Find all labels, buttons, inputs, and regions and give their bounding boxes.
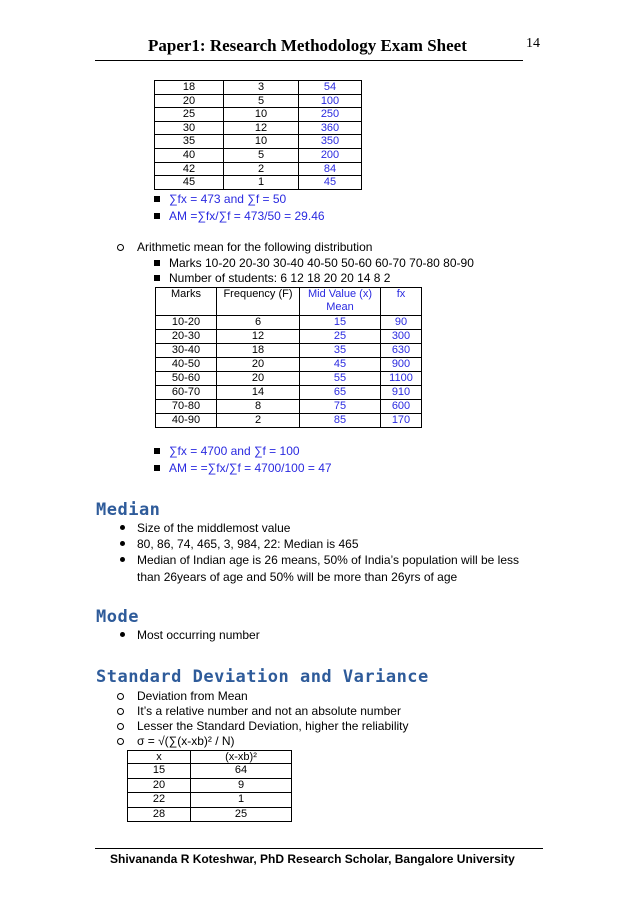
- am-text-2: AM = =∑fx/∑f = 4700/100 = 47: [169, 461, 332, 475]
- dot-bullet-icon: [120, 632, 125, 637]
- sd-table: [127, 750, 292, 822]
- square-bullet-icon: [154, 448, 160, 454]
- sd-formula-text: σ = √(∑(x-xb)² / N): [137, 734, 235, 748]
- table2-cell: 25: [300, 330, 381, 344]
- table2-cell: 18: [217, 344, 300, 358]
- square-bullet-icon: [154, 196, 160, 202]
- table1-row: [155, 162, 362, 176]
- table2-row: [156, 400, 422, 414]
- table1-row: [155, 135, 362, 149]
- table2-cell: 8: [217, 400, 300, 414]
- table1-cell: 5: [224, 148, 299, 162]
- table1-cell: 45: [299, 176, 362, 190]
- sd-bullet-2: [117, 704, 401, 718]
- table2-cell: 14: [217, 386, 300, 400]
- table2-cell: 50-60: [156, 372, 217, 386]
- table2-cell: 90: [381, 316, 422, 330]
- table2-cell: 65: [300, 386, 381, 400]
- median-bullet-2-text: 80, 86, 74, 465, 3, 984, 22: Median is 465: [137, 537, 359, 551]
- sd-table-cell: 20: [128, 778, 191, 793]
- table2-row: [156, 316, 422, 330]
- col-header-frequency: Frequency (F): [217, 288, 300, 316]
- sd-table-cell: 15: [128, 764, 191, 779]
- example2-students-text: Number of students: 6 12 18 20 20 14 8 2: [169, 271, 391, 285]
- table1-cell: 350: [299, 135, 362, 149]
- table2-cell: 6: [217, 316, 300, 330]
- table2-cell: 1100: [381, 372, 422, 386]
- table1-cell: 18: [155, 81, 224, 95]
- example2-title-text: Arithmetic mean for the following distribution: [137, 240, 373, 254]
- table1-row: [155, 148, 362, 162]
- sd-table-cell: 9: [191, 778, 292, 793]
- table2-cell: 55: [300, 372, 381, 386]
- frequency-table-1: [154, 80, 362, 190]
- table1-row: [155, 121, 362, 135]
- table2-row: [156, 386, 422, 400]
- table1-cell: 200: [299, 148, 362, 162]
- dot-bullet-icon: [120, 557, 125, 562]
- sum-line-1: [154, 192, 286, 206]
- table2-cell: 45: [300, 358, 381, 372]
- table2-cell: 30-40: [156, 344, 217, 358]
- table2-cell: 60-70: [156, 386, 217, 400]
- mode-bullet-1-text: Most occurring number: [137, 628, 260, 642]
- table2-cell: 20-30: [156, 330, 217, 344]
- am-line-1: [154, 209, 325, 223]
- table2-cell: 15: [300, 316, 381, 330]
- table2-row: [156, 330, 422, 344]
- table2-cell: 300: [381, 330, 422, 344]
- median-bullet-1-text: Size of the middlemost value: [137, 521, 291, 535]
- sd-table-cell: 28: [128, 807, 191, 822]
- table2-cell: 10-20: [156, 316, 217, 330]
- sd-table-row: [128, 778, 292, 793]
- median-heading: Median: [96, 500, 161, 520]
- example2-students: [154, 271, 390, 285]
- table2-cell: 20: [217, 358, 300, 372]
- table1-row: [155, 81, 362, 95]
- median-bullet-1: [120, 521, 290, 535]
- circle-bullet-icon: [117, 708, 124, 715]
- table1-cell: 10: [224, 108, 299, 122]
- table2-row: [156, 372, 422, 386]
- example2-marks-text: Marks 10-20 20-30 30-40 40-50 50-60 60-70 70-80 80-90: [169, 256, 474, 270]
- table1-cell: 45: [155, 176, 224, 190]
- table1-cell: 42: [155, 162, 224, 176]
- table2-cell: 630: [381, 344, 422, 358]
- sd-table-row: [128, 793, 292, 808]
- table1-cell: 10: [224, 135, 299, 149]
- table1-cell: 12: [224, 121, 299, 135]
- table2-cell: 2: [217, 414, 300, 428]
- page-number: 14: [526, 36, 540, 51]
- table1-cell: 3: [224, 81, 299, 95]
- sd-table-cell: 22: [128, 793, 191, 808]
- median-bullet-3-cont: than 26years of age and 50% will be more than 26yrs of age: [137, 570, 458, 584]
- table2-cell: 85: [300, 414, 381, 428]
- mode-heading: Mode: [96, 607, 139, 627]
- col-header-deviation-squared: (x-xb)²: [191, 751, 292, 764]
- am-line-2: [154, 461, 332, 475]
- table2-cell: 35: [300, 344, 381, 358]
- table2-cell: 70-80: [156, 400, 217, 414]
- footer-rule: [95, 848, 543, 849]
- table2-cell: 910: [381, 386, 422, 400]
- table2-row: [156, 344, 422, 358]
- table2-cell: 12: [217, 330, 300, 344]
- table1-cell: 25: [155, 108, 224, 122]
- table1-cell: 35: [155, 135, 224, 149]
- table1-cell: 2: [224, 162, 299, 176]
- sd-bullet-2-text: It’s a relative number and not an absolute number: [137, 704, 401, 718]
- table1-cell: 30: [155, 121, 224, 135]
- circle-bullet-icon: [117, 244, 124, 251]
- table1-cell: 84: [299, 162, 362, 176]
- median-bullet-2: [120, 537, 359, 551]
- sd-bullet-4: [117, 734, 235, 748]
- table1-cell: 1: [224, 176, 299, 190]
- sum-text-1: ∑fx = 473 and ∑f = 50: [169, 192, 287, 206]
- page-footer: Shivananda R Koteshwar, PhD Research Scholar, Bangalore University: [110, 852, 515, 866]
- frequency-table-2: [155, 287, 422, 428]
- median-bullet-3-text: Median of Indian age is 26 means, 50% of India’s population will be less: [137, 553, 520, 567]
- example2-marks: [154, 256, 474, 270]
- table1-row: [155, 94, 362, 108]
- table2-cell: 40-90: [156, 414, 217, 428]
- sd-table-row: [128, 764, 292, 779]
- square-bullet-icon: [154, 275, 160, 281]
- table1-cell: 100: [299, 94, 362, 108]
- sd-bullet-3: [117, 719, 409, 733]
- sd-table-row: [128, 807, 292, 822]
- table1-cell: 5: [224, 94, 299, 108]
- sum-text-2: ∑fx = 4700 and ∑f = 100: [169, 444, 300, 458]
- table2-cell: 170: [381, 414, 422, 428]
- dot-bullet-icon: [120, 541, 125, 546]
- sd-table-cell: 25: [191, 807, 292, 822]
- sd-table-cell: 64: [191, 764, 292, 779]
- median-bullet-3: [120, 553, 519, 567]
- table1-cell: 20: [155, 94, 224, 108]
- table2-row: [156, 414, 422, 428]
- col-header-x: x: [128, 751, 191, 764]
- sd-bullet-1-text: Deviation from Mean: [137, 689, 248, 703]
- header-rule: [95, 60, 523, 61]
- col-header-mid-value: Mid Value (x) Mean: [300, 288, 381, 316]
- sd-table-cell: 1: [191, 793, 292, 808]
- circle-bullet-icon: [117, 723, 124, 730]
- table2-cell: 600: [381, 400, 422, 414]
- mode-bullet-1: [120, 628, 260, 642]
- sum-line-2: [154, 444, 300, 458]
- table1-cell: 54: [299, 81, 362, 95]
- circle-bullet-icon: [117, 693, 124, 700]
- dot-bullet-icon: [120, 525, 125, 530]
- sd-bullet-3-text: Lesser the Standard Deviation, higher the reliability: [137, 719, 409, 733]
- example2-title: [117, 240, 372, 254]
- square-bullet-icon: [154, 465, 160, 471]
- table1-row: [155, 176, 362, 190]
- square-bullet-icon: [154, 260, 160, 266]
- table1-cell: 250: [299, 108, 362, 122]
- page-header-title: Paper1: Research Methodology Exam Sheet: [148, 36, 467, 55]
- square-bullet-icon: [154, 213, 160, 219]
- table1-row: [155, 108, 362, 122]
- table2-row: [156, 358, 422, 372]
- table1-cell: 360: [299, 121, 362, 135]
- table2-cell: 900: [381, 358, 422, 372]
- circle-bullet-icon: [117, 738, 124, 745]
- sd-bullet-1: [117, 689, 248, 703]
- sd-heading: Standard Deviation and Variance: [96, 667, 429, 687]
- table2-cell: 40-50: [156, 358, 217, 372]
- col-header-fx: fx: [381, 288, 422, 316]
- col-header-marks: Marks: [156, 288, 217, 316]
- table2-cell: 75: [300, 400, 381, 414]
- table2-cell: 20: [217, 372, 300, 386]
- am-text-1: AM =∑fx/∑f = 473/50 = 29.46: [169, 209, 325, 223]
- table1-cell: 40: [155, 148, 224, 162]
